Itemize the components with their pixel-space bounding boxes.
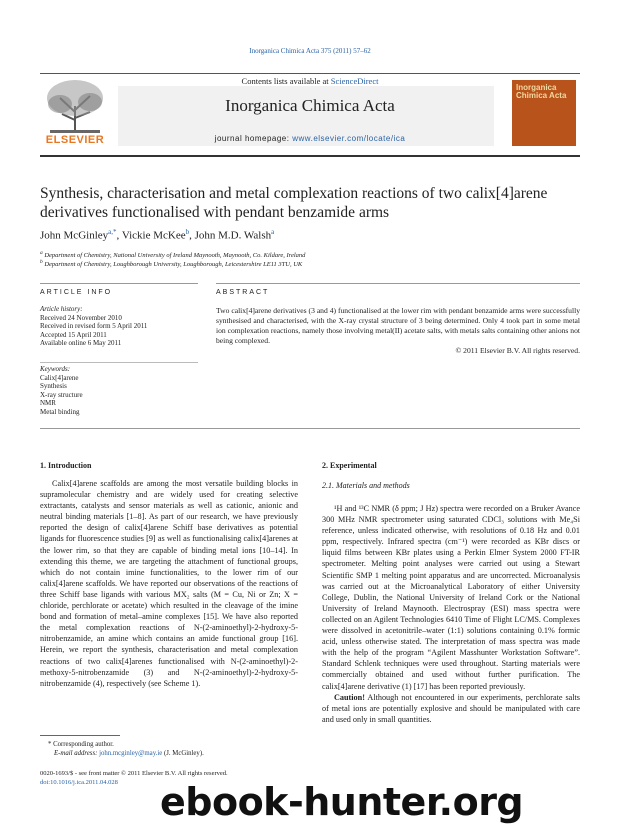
author-name[interactable]: John McGinley bbox=[40, 229, 109, 242]
abstract-heading: ABSTRACT bbox=[216, 289, 270, 296]
paragraph: ¹H and ¹³C NMR (δ ppm; J Hz) spectra were recorded on a Bruker Avance 300 MHz NMR spectrometer using saturated CDCl₃ solutions with Me₄Si reference, unless indicated otherwise, with resolutions of 0.18 Hz and 0.01 ppm, respectively. Infrared spectra (cm⁻¹) were recorded as KBr discs or liquid films between KBr plates using a Perkin Elmer System 2000 FT-IR spectrometer. Melting point analyses were carried out using a Stewart Scientific SMP 1 melting point apparatus and are uncorrected. Microanalysis was carried out at the Microanalytical Laboratory of either University College, Dublin, the National University of Ireland Cork or the National University of Ireland Maynooth. Electrospray (ESI) mass spectra were collected on an Agilent Technologies 6410 Time of Flight LC/MS. Complexes were dissolved in acetonitrile–water (1:1) solutions containing 0.1% formic acid, unless otherwise stated. The interpretation of mass spectra was made with the help of the program “Agilent Masshunter Workstation Software”. Standard Schlenk techniques were used throughout. Starting materials were commercially obtained and used without further purification. The calix[4]arene derivative (1) [17] has been reported previously. bbox=[322, 504, 580, 691]
keyword: NMR bbox=[40, 399, 56, 408]
watermark: ebook-hunter.org bbox=[160, 780, 620, 824]
header-rule-bottom bbox=[40, 155, 580, 157]
keywords-label: Keywords: bbox=[40, 365, 71, 373]
author-name[interactable]: John M.D. Walsh bbox=[194, 229, 272, 242]
affiliation bbox=[40, 250, 305, 259]
paragraph: Calix[4]arene scaffolds are among the most versatile building blocks in supramolecular chemistry and are widely used for creating selective extractants, catalysts and sensor materials as well as cationic, anionic and neutral binding materials [1–8]. As part of our research, we have previously reported the design of calix[4]arene Schiff base derivatives as potential ligands for fluorescence studies [9] as well as functionalising calix[4]arenes at the lower rim, so that they are capable of binding metal ions [10–14]. In extending this theme, we are targeting the attachment of functional groups, which do not contain imine functionalities, to the lower rim of our calix[4]arene scaffolds. We have reported our observations of the reactions of three Schiff base ligands with various MX₂ salts (M = Cu, Ni or Zn; X = chloride, perchlorate or acetate) which resulted in the cleavage of the imine bond and formation of metal–amine complexes [15]. We have also reported the metal complexation reactions of N-(2-aminoethyl)-2-hydroxy-5-nitrobenzamide, an amine which contains an amide functional group [16]. Herein, we report the synthesis, characterisation and metal complexation reactions of two calix[4]arenes functionalised with N-(2-aminoethyl)-2-methoxy-5-nitrobenzamide (3) and N-(2-aminoethyl)-2-hydroxy-5-nitrobenzamide (4), respectively (see Scheme 1). bbox=[40, 479, 298, 688]
header-rule-top bbox=[40, 73, 580, 74]
abstract-copyright: © 2011 Elsevier B.V. All rights reserved. bbox=[455, 346, 580, 355]
footnote bbox=[40, 740, 298, 758]
section-heading-introduction: 1. Introduction bbox=[40, 461, 92, 470]
journal-name: Inorganica Chimica Acta bbox=[225, 96, 395, 115]
article-info-rule bbox=[40, 283, 198, 284]
affiliation bbox=[40, 259, 302, 268]
keywords bbox=[40, 365, 198, 417]
keyword: Metal binding bbox=[40, 407, 80, 416]
paragraph bbox=[322, 692, 580, 725]
affiliation-sup: b bbox=[40, 259, 43, 265]
cover-title: Inorganica Chimica Acta bbox=[516, 83, 567, 100]
author-sup[interactable]: a,* bbox=[108, 228, 117, 236]
author-sup[interactable]: b bbox=[185, 228, 190, 236]
keyword: Synthesis bbox=[40, 382, 67, 391]
sciencedirect-link[interactable]: ScienceDirect bbox=[330, 76, 379, 86]
affiliation-text: Department of Chemistry, Loughborough University, Loughborough, Leicestershire LE11 3TU, UK bbox=[44, 261, 303, 269]
footnote-rule bbox=[40, 735, 120, 736]
homepage-prefix: journal homepage: bbox=[214, 134, 293, 143]
corresponding-author: * Corresponding author. bbox=[48, 741, 114, 748]
history-label: Article history: bbox=[40, 305, 83, 313]
email-label: E-mail address: bbox=[54, 750, 100, 757]
body-rule bbox=[40, 428, 580, 429]
keyword: X-ray structure bbox=[40, 390, 83, 399]
homepage-link[interactable]: www.elsevier.com/locate/ica bbox=[292, 134, 406, 143]
keyword: Calix[4]arene bbox=[40, 373, 79, 382]
journal-cover-thumbnail bbox=[512, 80, 576, 146]
history-item: Available online 6 May 2011 bbox=[40, 339, 122, 348]
section-heading-experimental: 2. Experimental bbox=[322, 461, 377, 470]
email-suffix: (J. McGinley). bbox=[162, 750, 204, 757]
history-item: Received in revised form 5 April 2011 bbox=[40, 322, 148, 331]
author-name[interactable]: Vickie McKee bbox=[121, 229, 186, 242]
issn-line: 0020-1693/$ - see front matter © 2011 Elsevier B.V. All rights reserved. bbox=[40, 770, 228, 777]
caution-label: Caution! bbox=[334, 692, 365, 702]
article-history bbox=[40, 305, 198, 348]
contents-prefix: Contents lists available at bbox=[241, 76, 331, 86]
article-info-heading: ARTICLE INFO bbox=[40, 289, 113, 296]
author-list: John McGinley$^{a,*}$, Vickie McKee$^b$, John M.D. Walsh$^a$ bbox=[40, 228, 275, 242]
email-line bbox=[40, 749, 298, 758]
article-title: Synthesis, characterisation and metal complexation reactions of two calix[4]arene derivatives functionalised with pendant benzamide arms bbox=[40, 185, 548, 221]
keywords-rule bbox=[40, 362, 198, 363]
doi-link[interactable]: doi:10.1016/j.ica.2011.04.028 bbox=[40, 778, 118, 786]
abstract-rule bbox=[216, 283, 580, 284]
elsevier-logo-text: ELSEVIER bbox=[45, 134, 105, 146]
affiliation-text: Department of Chemistry, National University of Ireland Maynooth, Maynooth, Co. Kildare, Ireland bbox=[44, 252, 306, 260]
history-item: Received 24 November 2010 bbox=[40, 313, 122, 322]
history-item: Accepted 15 April 2011 bbox=[40, 330, 107, 339]
introduction-text bbox=[40, 478, 298, 689]
abstract-text: Two calix[4]arene derivatives (3 and 4) functionalised at the lower rim with pendant benzamide arms were successfully synthesised and characterised, with the X-ray crystal structure of 3 being determined. Only 4 took part in some metal ion complexation reactions, namely those involving metal(II) acetate salts, with metals salts containing other anions not being complexed. bbox=[216, 306, 580, 345]
caution-text: Although not encountered in our experiments, perchlorate salts of metal ions are potentially explosive and should be manipulated with care and used only in small quantities. bbox=[322, 692, 580, 724]
subsection-heading: 2.1. Materials and methods bbox=[322, 481, 410, 490]
author-sup[interactable]: a bbox=[271, 228, 275, 236]
running-head[interactable]: Inorganica Chimica Acta 375 (2011) 57–62 bbox=[249, 47, 371, 55]
experimental-text bbox=[322, 503, 580, 725]
affiliation-sup: a bbox=[40, 250, 43, 256]
email-link[interactable]: john.mcginley@may.ie bbox=[99, 750, 163, 757]
